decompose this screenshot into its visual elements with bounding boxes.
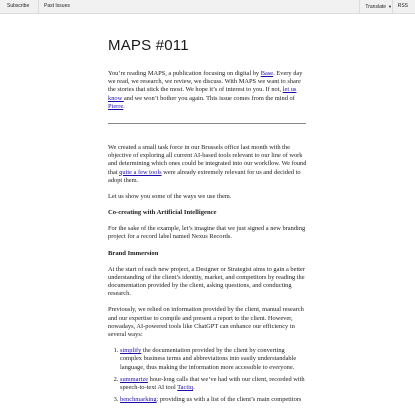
subscribe-link[interactable]: Subscribe [7, 3, 30, 9]
let-us-know-link[interactable]: let us know [108, 86, 297, 102]
base-link[interactable]: Base [260, 70, 274, 77]
example-paragraph: For the sake of the example, let’s imagine that we just signed a new branding project for a record label named Nexus Records. [108, 225, 306, 241]
pierre-link[interactable]: Pierre [108, 102, 124, 110]
section-heading-cocreating: Co-creating with Artificial Intelligence [108, 209, 217, 217]
list-item: 3. benchmarking: providing us with a list of the client’s main competitors [120, 396, 308, 404]
list-item: 1. simplify the documentation provided by the client by converting complex business terms and abbreviations into easily understandable language, thus making the information more accessible to everyone. [120, 347, 308, 372]
task-force-paragraph: We created a small task force in our Brussels office last month with the objective of exploring all current AI-based tools relevant to our line of work and determining which ones could be integrated into our workflow. We found that quite a few tools were already extremely relevant for us and decided to adopt them. [108, 144, 307, 184]
previously-paragraph: Previously, we relied on information provided by the client, manual research and our expertise to compile and present a report to the client. However, nowadays, AI-powered tools like ChatGPT can enhance our efficiency in several ways: [108, 306, 304, 339]
section-heading-brand-immersion: Brand Immersion [108, 249, 159, 257]
divider [108, 123, 306, 124]
chevron-down-icon: ▼ [388, 4, 392, 9]
newsletter-body [108, 70, 308, 408]
summarize-link[interactable]: summarize [120, 375, 149, 383]
show-you-paragraph: Let us show you some of the ways we use them. [108, 193, 232, 201]
brand-immersion-paragraph: At the start of each new project, a Designer or Strategist aims to gain a better understanding of the client’s identity, market, and competitors by reading the documentation provided by the client, asking questions, and conducting research. [108, 265, 305, 298]
page-title: MAPS #011 [108, 37, 189, 54]
top-bar [0, 0, 415, 14]
quite-a-few-tools-link[interactable]: quite a few tools [119, 168, 162, 176]
past-issues-link[interactable]: Past Issues [38, 0, 75, 13]
translate-label: Translate [365, 4, 387, 10]
simplify-link[interactable]: simplify [120, 347, 142, 355]
tactiq-link[interactable]: Tactiq [177, 384, 194, 392]
rss-link[interactable]: RSS [392, 0, 413, 13]
benchmarking-link[interactable]: benchmarking [120, 396, 157, 404]
list-item: 2. summarize hour-long calls that we’ve had with our client, recorded with speech-to-text AI tool Tactiq. [120, 376, 308, 392]
ai-uses-list [108, 347, 308, 404]
intro-paragraph: You’re reading MAPS, a publication focusing on digital by Base. Every day we read, we research, we review, we discuss. With MAPS we want to share the stories that stick the most. We hope it’s of interest to you. If not, let us know and we won’t bother you again. This issue comes from the mind of Pierre. [108, 70, 303, 110]
